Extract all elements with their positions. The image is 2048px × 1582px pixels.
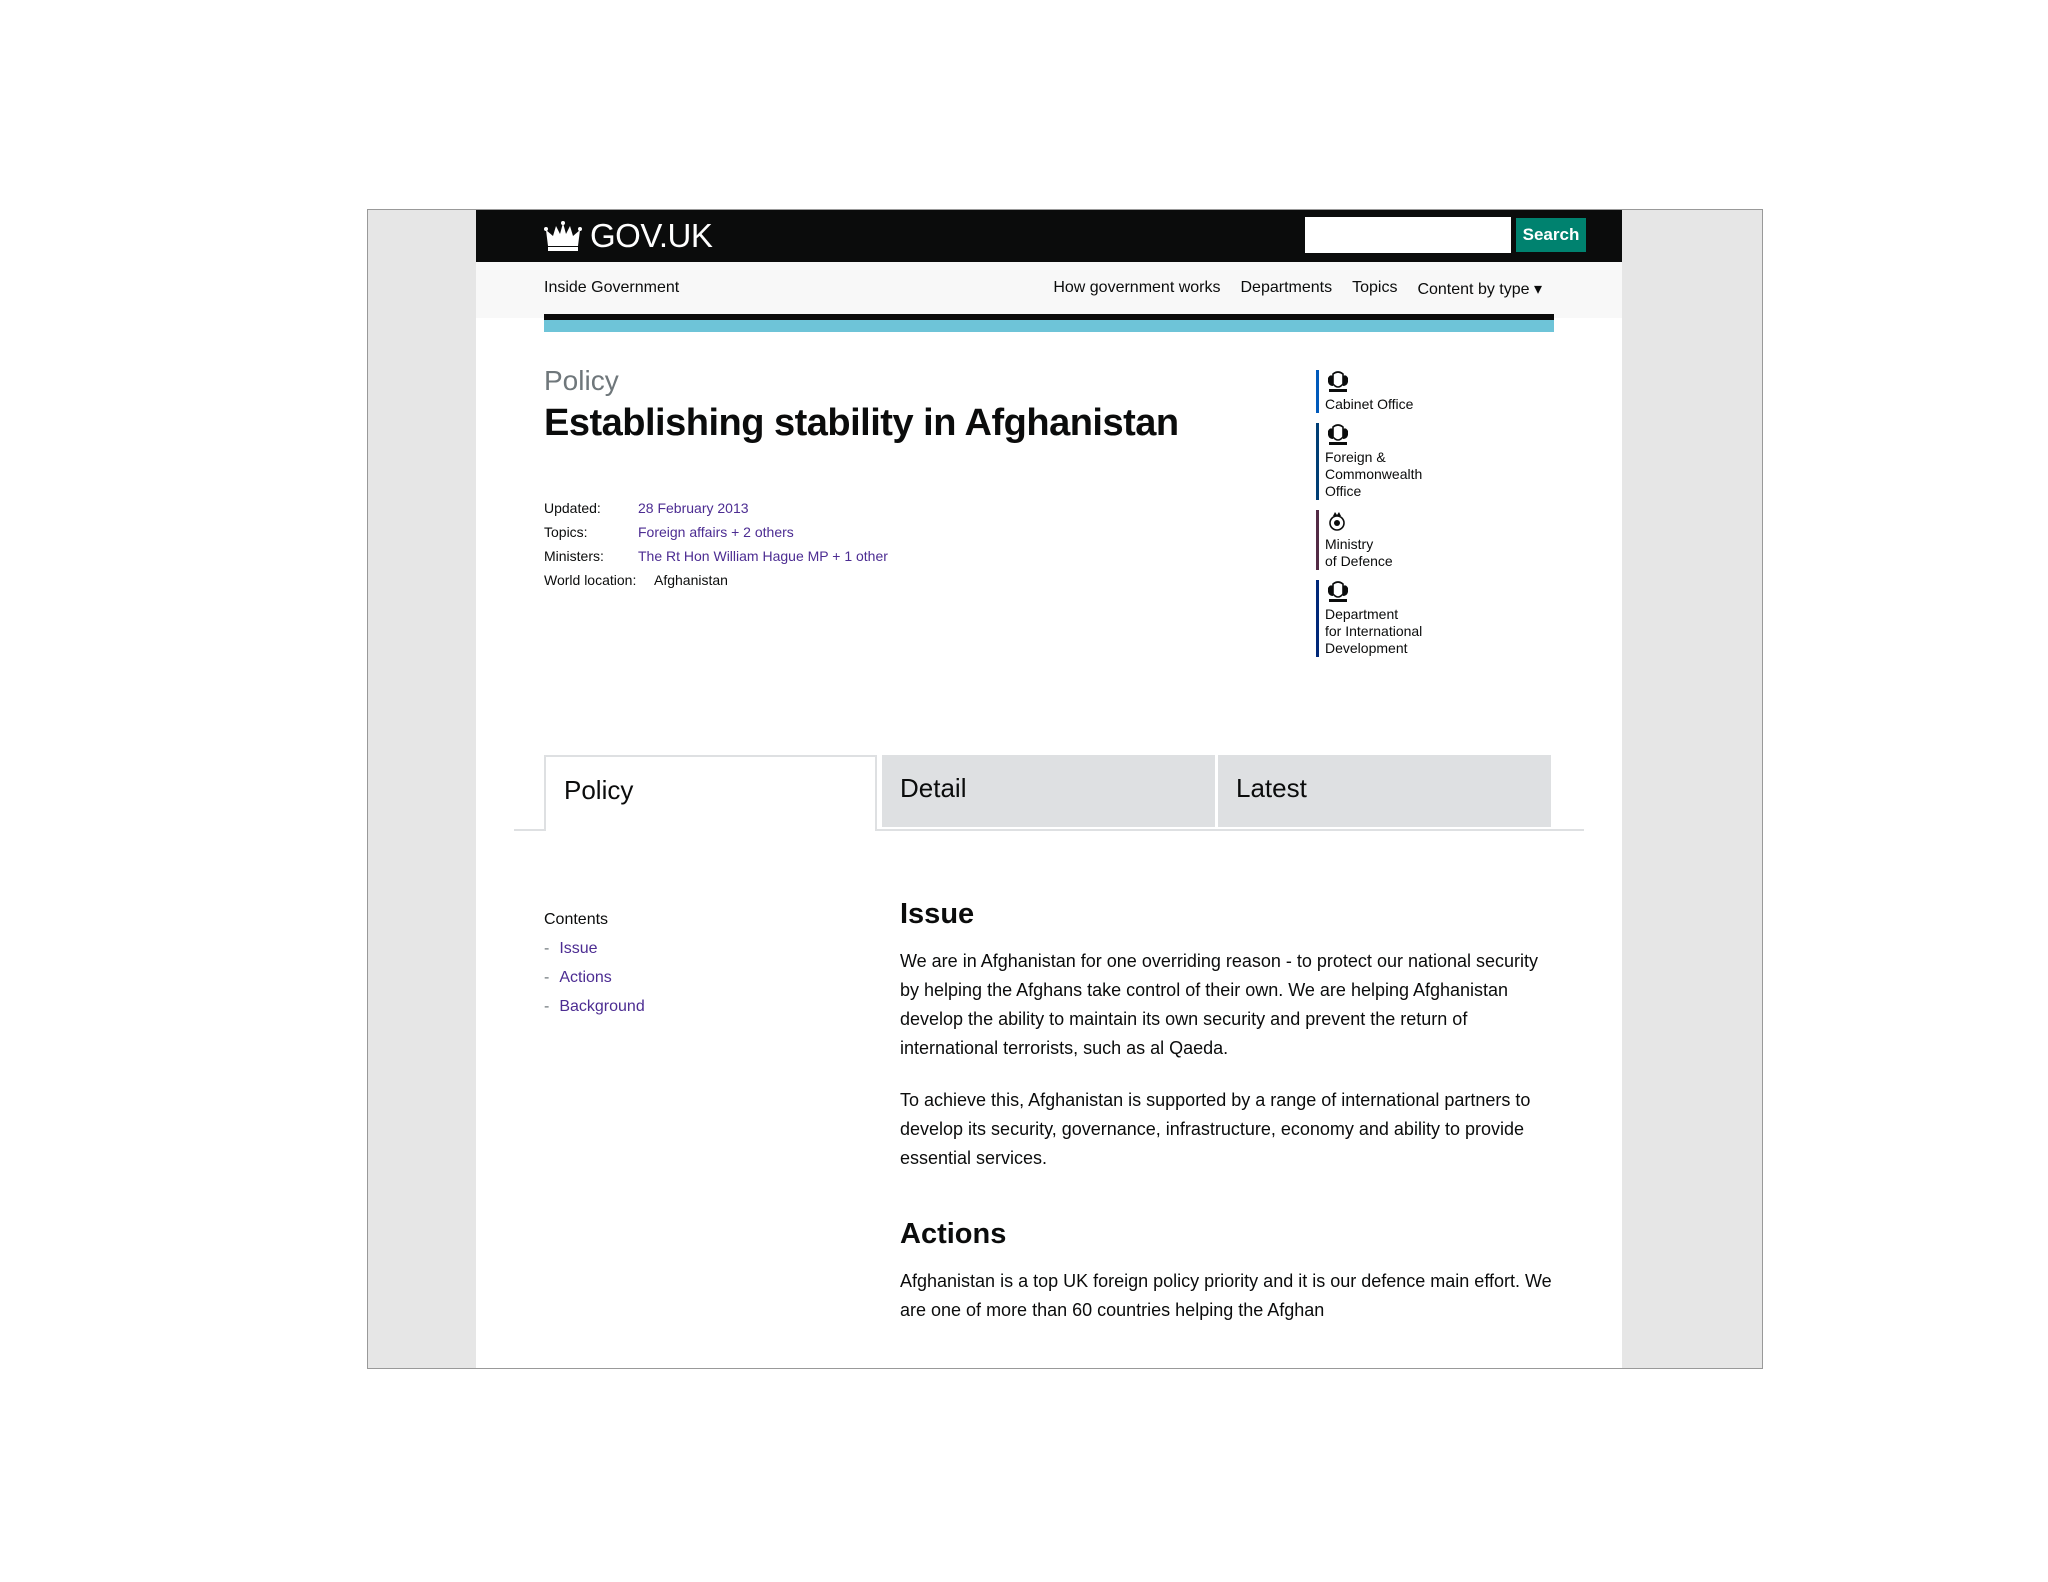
list-dash: - xyxy=(544,998,550,1015)
org-name-line: Ministry xyxy=(1325,536,1374,552)
org-name-line: Foreign & xyxy=(1325,449,1386,465)
nav-departments[interactable]: Departments xyxy=(1240,279,1333,296)
nav-how-government-works[interactable]: How government works xyxy=(1053,279,1221,296)
browser-frame xyxy=(367,209,1763,1369)
meta-ministers-link[interactable]: The Rt Hon William Hague MP + 1 other xyxy=(638,548,888,564)
org-name-line: Development xyxy=(1325,640,1408,656)
royal-arms-crest-icon xyxy=(1325,370,1351,394)
meta-label: World location: xyxy=(544,572,637,588)
tab-detail[interactable]: Detail xyxy=(882,755,1215,827)
org-name-line: Office xyxy=(1325,483,1362,499)
govuk-logo[interactable] xyxy=(544,214,712,258)
organisations-list xyxy=(1316,370,1476,667)
search-button[interactable]: Search xyxy=(1516,218,1586,252)
meta-topics-link[interactable]: Foreign affairs + 2 others xyxy=(638,524,794,540)
document-type: Policy xyxy=(544,365,619,396)
meta-row-updated xyxy=(544,496,888,520)
nav-links xyxy=(1053,279,1542,299)
contents-heading: Contents xyxy=(544,911,609,928)
mod-crest-icon xyxy=(1325,510,1351,534)
royal-arms-crest-icon xyxy=(1325,423,1351,447)
meta-row-topics xyxy=(544,520,888,544)
search-input[interactable] xyxy=(1305,217,1511,253)
crown-icon xyxy=(544,220,582,252)
org-department-for-international-development[interactable] xyxy=(1316,580,1476,657)
org-name-line: for International xyxy=(1325,623,1423,639)
actions-heading: Actions xyxy=(900,1218,1007,1250)
meta-updated-link[interactable]: 28 February 2013 xyxy=(638,500,749,516)
article-body xyxy=(900,900,1560,1348)
royal-arms-crest-icon xyxy=(1325,580,1351,604)
meta-world-location-value: Afghanistan xyxy=(654,572,728,588)
meta-label: Topics: xyxy=(544,524,588,540)
org-name-line: Department xyxy=(1325,606,1399,622)
header-bar xyxy=(476,210,1622,262)
meta-row-ministers xyxy=(544,544,888,568)
org-cabinet-office[interactable] xyxy=(1316,370,1476,413)
org-ministry-of-defence[interactable] xyxy=(1316,510,1476,570)
org-name-line: Commonwealth xyxy=(1325,466,1423,482)
meta-label: Updated: xyxy=(544,500,601,516)
contents-link-issue[interactable]: Issue xyxy=(559,940,598,957)
meta-row-world-location xyxy=(544,568,888,592)
issue-paragraph-2: To achieve this, Afghanistan is supported by a range of international partners to develop its security, governance, infrastructure, economy and ability to provide essential services. xyxy=(900,1090,1531,1168)
nav-topics[interactable]: Topics xyxy=(1352,279,1398,296)
page xyxy=(476,210,1622,1369)
contents-entry xyxy=(544,934,645,963)
list-dash: - xyxy=(544,969,550,986)
logo-wordmark: GOV.UK xyxy=(590,217,713,254)
contents-link-background[interactable]: Background xyxy=(559,998,645,1015)
policy-metadata xyxy=(544,496,888,592)
tab-latest[interactable]: Latest xyxy=(1218,755,1551,827)
org-name-line: Cabinet Office xyxy=(1325,396,1414,412)
section-title-link[interactable]: Inside Government xyxy=(544,279,680,296)
sub-navigation xyxy=(476,262,1622,318)
issue-heading: Issue xyxy=(900,898,975,930)
meta-label: Ministers: xyxy=(544,548,604,564)
page-title: Establishing stability in Afghanistan xyxy=(544,402,1179,444)
org-name-line: of Defence xyxy=(1325,553,1393,569)
org-foreign-commonwealth-office[interactable] xyxy=(1316,423,1476,500)
header-rule-blue xyxy=(544,320,1554,332)
contents-link-actions[interactable]: Actions xyxy=(559,969,612,986)
contents-entry xyxy=(544,963,645,992)
nav-content-by-type[interactable]: Content by type ▾ xyxy=(1417,281,1542,298)
issue-paragraph-1: We are in Afghanistan for one overriding reason - to protect our national security by helping the Afghans take control of their own. We are helping Afghanistan develop the ability to maintain its own security and prevent the return of international terrorists, such as al Qaeda. xyxy=(900,951,1539,1058)
tab-policy[interactable]: Policy xyxy=(544,755,877,831)
list-dash: - xyxy=(544,940,550,957)
contents-entry xyxy=(544,992,645,1021)
actions-paragraph-1: Afghanistan is a top UK foreign policy priority and it is our defence main effort. We are one of more than 60 countries helping the Afghan xyxy=(900,1271,1552,1320)
table-of-contents xyxy=(544,905,645,1021)
